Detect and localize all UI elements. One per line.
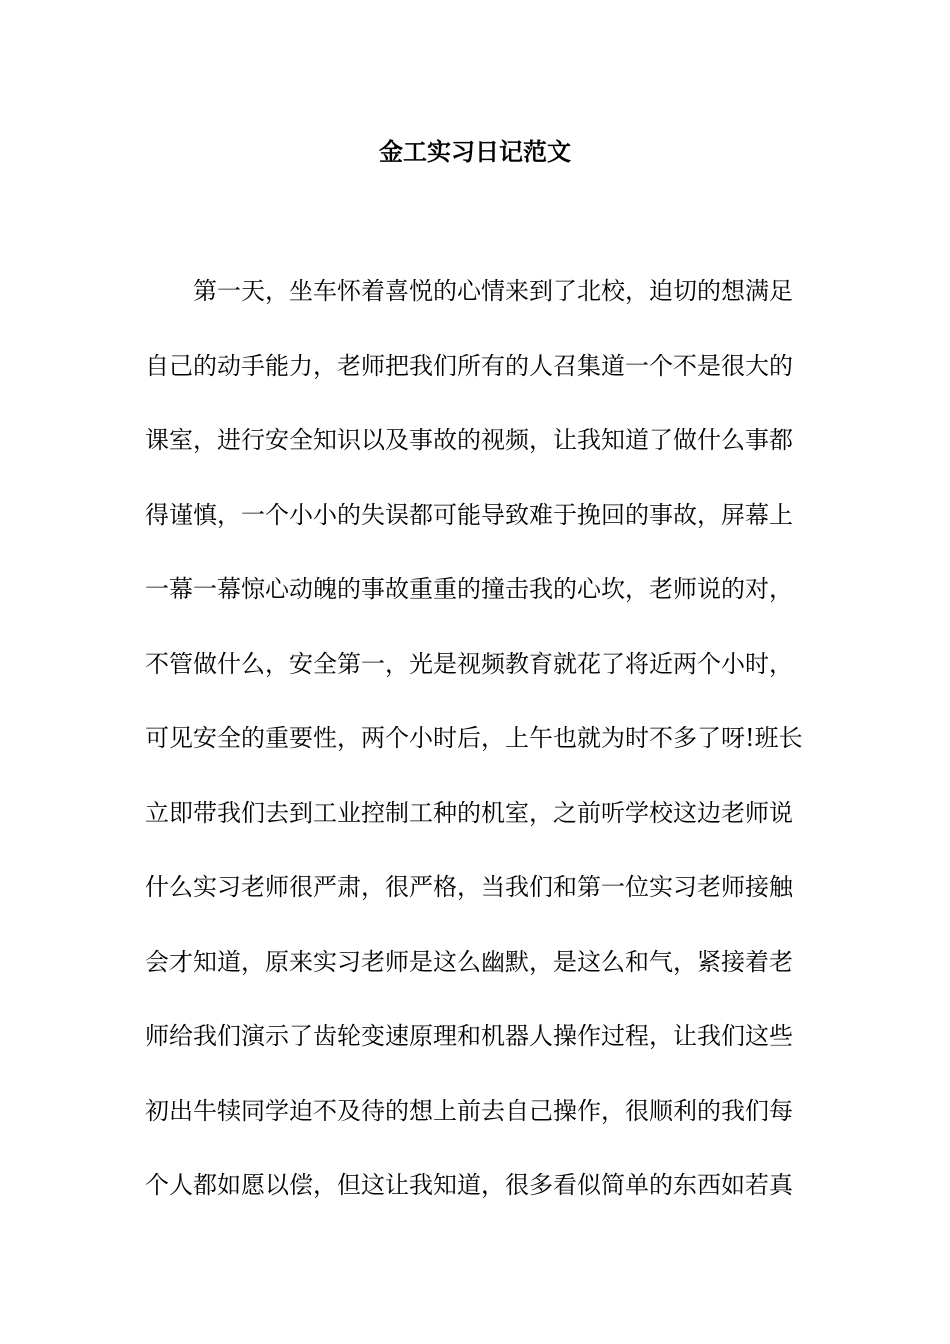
text-line: 初出牛犊同学迫不及待的想上前去自己操作，很顺利的我们每 (145, 1096, 793, 1125)
document-title: 金工实习日记范文 (379, 137, 571, 166)
text-line: 第一天，坐车怀着喜悦的心情来到了北校，迫切的想满足 (145, 277, 793, 305)
text-line: 立即带我们去到工业控制工种的机室，之前听学校这边老师说 (145, 798, 793, 827)
text-line: 一幕一幕惊心动魄的事故重重的撞击我的心坎，老师说的对， (145, 575, 793, 603)
document-body (145, 254, 805, 1223)
text-line: 课室，进行安全知识以及事故的视频，让我知道了做什么事都 (145, 426, 793, 454)
text-line: 师给我们演示了齿轮变速原理和机器人操作过程，让我们这些 (145, 1022, 793, 1050)
text-line: 会才知道，原来实习老师是这么幽默，是这么和气，紧接着老 (145, 947, 793, 976)
text-line: 得谨慎，一个小小的失误都可能导致难于挽回的事故，屏幕上 (145, 500, 793, 529)
text-line: 个人都如愿以偿，但这让我知道，很多看似简单的东西如若真 (145, 1171, 793, 1199)
text-line: 可见安全的重要性，两个小时后，上午也就为时不多了呀!班长 (145, 724, 803, 752)
text-line: 什么实习老师很严肃，很严格，当我们和第一位实习老师接触 (145, 873, 793, 901)
text-line: 自己的动手能力，老师把我们所有的人召集道一个不是很大的 (145, 351, 793, 380)
text-line: 不管做什么，安全第一，光是视频教育就花了将近两个小时， (145, 649, 793, 678)
